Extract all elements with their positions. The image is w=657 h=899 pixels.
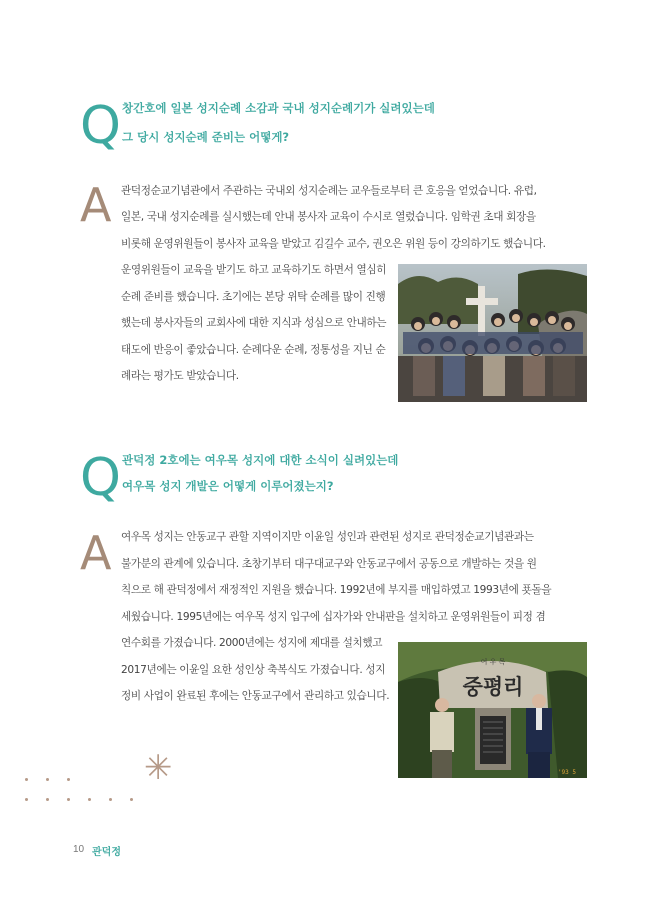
page-number: 10 bbox=[73, 844, 85, 855]
answer-2-line-5: 연수회를 가졌습니다. 2000년에는 성지에 제대를 설치했고 bbox=[121, 637, 383, 649]
group-photo bbox=[398, 264, 587, 402]
answer-1-line-2: 일본, 국내 성지순례를 실시했는데 안내 봉사자 교육이 수시로 열렸습니다. 임학권 초대 회장을 bbox=[121, 211, 536, 223]
answer-2-line-4: 세웠습니다. 1995년에는 여우목 성지 입구에 십자가와 안내판을 설치하고 운영위원들이 피정 겸 bbox=[121, 611, 546, 623]
answer-2-line-6: 2017년에는 이윤일 요한 성인상 축복식도 가졌습니다. 성지 bbox=[121, 664, 386, 676]
answer-1-line-6: 했는데 봉사자들의 교회사에 대한 지식과 성심으로 안내하는 bbox=[121, 317, 387, 329]
answer-marker-2: A bbox=[80, 526, 112, 580]
monument-small-text: 여 우 목 bbox=[480, 658, 506, 666]
question-2-line-1: 관덕정 2호에는 여우목 성지에 대한 소식이 실려있는데 bbox=[122, 453, 399, 467]
answer-2-line-7: 정비 사업이 완료된 후에는 안동교구에서 관리하고 있습니다. bbox=[121, 690, 390, 702]
answer-2-line-2: 불가분의 관계에 있습니다. 초창기부터 대구대교구와 안동교구에서 공동으로 개발하는 것을 원 bbox=[121, 558, 537, 570]
svg-text:'93 5: '93 5 bbox=[557, 769, 576, 776]
answer-2-line-1: 여우목 성지는 안동교구 관할 지역이지만 이윤일 성인과 관련된 성지로 관덕정순교기념관과는 bbox=[121, 531, 534, 543]
answer-2-line-3: 칙으로 해 관덕정에서 재정적인 지원을 했습니다. 1992년에 부지를 매입하였고 1993년에 푯돌을 bbox=[121, 584, 552, 596]
asterisk-icon: ✳ bbox=[144, 748, 173, 788]
answer-1-line-5: 순례 준비를 했습니다. 초기에는 본당 위탁 순례를 많이 진행 bbox=[121, 291, 386, 303]
monument-photo bbox=[398, 642, 587, 778]
answer-1-line-1: 관덕정순교기념관에서 주관하는 국내외 성지순례는 교우들로부터 큰 호응을 얻었습니다. 유럽, bbox=[121, 185, 537, 197]
question-2-line-2: 여우목 성지 개발은 어떻게 이루어졌는지? bbox=[122, 479, 334, 493]
group-photo-icon bbox=[398, 264, 587, 402]
answer-1-line-4: 운영위원들이 교육을 받기도 하고 교육하기도 하면서 열심히 bbox=[121, 264, 387, 276]
answer-1-line-3: 비롯해 운영위원들이 봉사자 교육을 받았고 김길수 교수, 권오은 위원 등이 강의하기도 했습니다. bbox=[121, 238, 546, 250]
answer-1-line-7: 태도에 반응이 좋았습니다. 순례다운 순례, 정통성을 지닌 순 bbox=[121, 344, 386, 356]
question-1-line-2: 그 당시 성지순례 준비는 어떻게? bbox=[122, 130, 290, 144]
monument-main-text: 중평리 bbox=[462, 674, 524, 699]
answer-1-line-8: 례라는 평가도 받았습니다. bbox=[121, 370, 239, 382]
answer-marker-1: A bbox=[80, 178, 112, 232]
question-marker-2: Q bbox=[80, 448, 121, 508]
monument-photo-icon bbox=[398, 642, 587, 778]
magazine-name: 관덕정 bbox=[92, 847, 121, 858]
question-marker-1: Q bbox=[80, 96, 121, 156]
question-1-line-1: 창간호에 일본 성지순례 소감과 국내 성지순례기가 실려있는데 bbox=[122, 101, 435, 115]
